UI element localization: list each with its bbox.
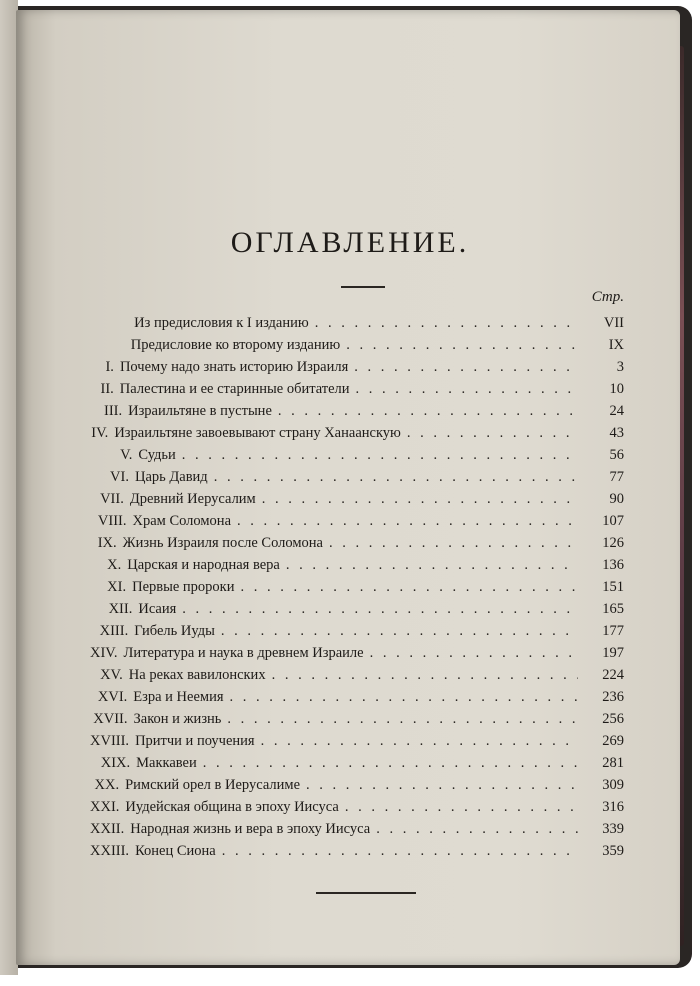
chapter-title: Царская и народная вера	[127, 557, 280, 573]
chapter-title: Народная жизнь и вера в эпоху Иисуса	[130, 821, 371, 837]
chapter-title: Израильтяне завоевывают страну Ханаанскую	[114, 425, 401, 441]
toc-entry	[90, 818, 624, 840]
chapter-title: Притчи и поучения	[135, 733, 255, 749]
dot-leader	[227, 708, 578, 730]
page-number: 177	[602, 623, 624, 639]
chapter-title: Езра и Неемия	[133, 689, 224, 705]
page-number: 3	[616, 359, 624, 375]
page-number: IX	[608, 337, 624, 353]
dot-leader	[222, 840, 578, 862]
page-title: ОГЛАВЛЕНИЕ.	[230, 226, 470, 259]
toc-entry	[90, 532, 624, 554]
chapter-title: Исаия	[138, 601, 177, 617]
toc-entry	[90, 686, 624, 708]
toc-entry	[90, 422, 624, 444]
chapter-title: Закон и жизнь	[133, 711, 222, 727]
page-number: 224	[602, 667, 624, 683]
chapter-number: XX.	[94, 777, 120, 793]
chapter-title: Из предисловия к I изданию	[134, 315, 309, 331]
chapter-title: Предисловие ко второму изданию	[130, 337, 341, 353]
toc-entry	[90, 730, 624, 752]
chapter-number: XVIII.	[90, 733, 130, 749]
page-number: 24	[609, 403, 624, 419]
chapter-title: Почему надо знать историю Израиля	[119, 359, 349, 375]
dot-leader	[329, 532, 578, 554]
dot-leader	[182, 598, 578, 620]
dot-leader	[221, 620, 578, 642]
chapter-number: XII.	[108, 601, 133, 617]
dot-leader	[356, 378, 578, 400]
toc-entry	[90, 312, 624, 334]
dot-leader	[407, 422, 578, 444]
dot-leader	[278, 400, 578, 422]
toc-entry	[90, 840, 624, 862]
chapter-number: VII.	[100, 491, 124, 507]
chapter-number: VI.	[110, 469, 129, 485]
page-number: 236	[602, 689, 624, 705]
toc-entry	[90, 642, 624, 664]
page-number: 339	[602, 821, 624, 837]
toc-entry	[90, 400, 624, 422]
chapter-number: XIII.	[99, 623, 129, 639]
chapter-number: XXII.	[90, 821, 125, 837]
chapter-number: X.	[107, 557, 122, 573]
chapter-number: XXI.	[90, 799, 120, 815]
dot-leader	[237, 510, 578, 532]
chapter-number: XIX.	[100, 755, 131, 771]
dot-leader	[315, 312, 578, 334]
toc-entry	[90, 620, 624, 642]
toc-entry	[90, 378, 624, 400]
table-of-contents	[90, 312, 624, 862]
dot-leader	[230, 686, 578, 708]
chapter-title: Первые пророки	[132, 579, 235, 595]
toc-entry	[90, 664, 624, 686]
page-number: 10	[609, 381, 624, 397]
dot-leader	[354, 356, 578, 378]
chapter-number: II.	[100, 381, 114, 397]
chapter-number: IX.	[97, 535, 117, 551]
page-number: 165	[602, 601, 624, 617]
chapter-title: Иудейская община в эпоху Иисуса	[125, 799, 339, 815]
page-number: 316	[602, 799, 624, 815]
dot-leader	[203, 752, 578, 774]
chapter-title: На реках вавилонских	[128, 667, 266, 683]
toc-entry	[90, 576, 624, 598]
chapter-title: Литература и наука в древнем Израиле	[123, 645, 364, 661]
chapter-number: XIV.	[90, 645, 118, 661]
chapter-number: XI.	[107, 579, 127, 595]
toc-entry	[90, 796, 624, 818]
page-number: 151	[602, 579, 624, 595]
dot-leader	[345, 796, 578, 818]
page-number: 281	[602, 755, 624, 771]
chapter-title: Гибель Иуды	[134, 623, 215, 639]
dot-leader	[370, 642, 578, 664]
chapter-number: XVII.	[93, 711, 128, 727]
dot-leader	[182, 444, 578, 466]
chapter-title: Древний Иерусалим	[129, 491, 256, 507]
page-number: 359	[602, 843, 624, 859]
dot-leader	[272, 664, 578, 686]
dot-leader	[286, 554, 578, 576]
toc-entry	[90, 554, 624, 576]
toc-entry	[90, 708, 624, 730]
page-number: 56	[609, 447, 624, 463]
dot-leader	[261, 730, 578, 752]
toc-entry	[90, 334, 624, 356]
chapter-title: Жизнь Израиля после Соломона	[122, 535, 323, 551]
dot-leader	[262, 488, 578, 510]
divider-rule	[316, 892, 416, 894]
chapter-number: I.	[105, 359, 114, 375]
toc-entry	[90, 488, 624, 510]
divider-rule	[341, 286, 385, 288]
chapter-number: VIII.	[97, 513, 127, 529]
chapter-title: Израильтяне в пустыне	[128, 403, 272, 419]
chapter-number: XV.	[100, 667, 123, 683]
page-number: 43	[609, 425, 624, 441]
page-number: 309	[602, 777, 624, 793]
chapter-number: XVI.	[97, 689, 128, 705]
chapter-title: Конец Сиона	[135, 843, 216, 859]
page-number: 269	[602, 733, 624, 749]
dot-leader	[214, 466, 578, 488]
chapter-title: Римский орел в Иерусалиме	[125, 777, 301, 793]
toc-entry	[90, 598, 624, 620]
chapter-title: Судьи	[138, 447, 176, 463]
chapter-title: Храм Соломона	[132, 513, 232, 529]
page-number: 126	[602, 535, 624, 551]
chapter-number: V.	[120, 447, 133, 463]
chapter-number: III.	[103, 403, 123, 419]
chapter-number: XXIII.	[90, 843, 130, 859]
dot-leader	[306, 774, 578, 796]
dot-leader	[376, 818, 578, 840]
page-number: 256	[602, 711, 624, 727]
page-number: 197	[602, 645, 624, 661]
page-column-label: Стр.	[591, 289, 624, 305]
page-number: 136	[602, 557, 624, 573]
toc-entry	[90, 466, 624, 488]
toc-entry	[90, 774, 624, 796]
dot-leader	[240, 576, 578, 598]
chapter-title: Палестина и ее старинные обитатели	[119, 381, 350, 397]
toc-entry	[90, 356, 624, 378]
toc-entry	[90, 510, 624, 532]
chapter-title: Маккавеи	[136, 755, 197, 771]
toc-entry	[90, 752, 624, 774]
page-number: VII	[603, 315, 624, 331]
toc-entry	[90, 444, 624, 466]
dot-leader	[346, 334, 578, 356]
page-number: 77	[609, 469, 624, 485]
chapter-number: IV.	[91, 425, 109, 441]
page-number: 107	[602, 513, 624, 529]
chapter-title: Царь Давид	[134, 469, 208, 485]
page-number: 90	[609, 491, 624, 507]
